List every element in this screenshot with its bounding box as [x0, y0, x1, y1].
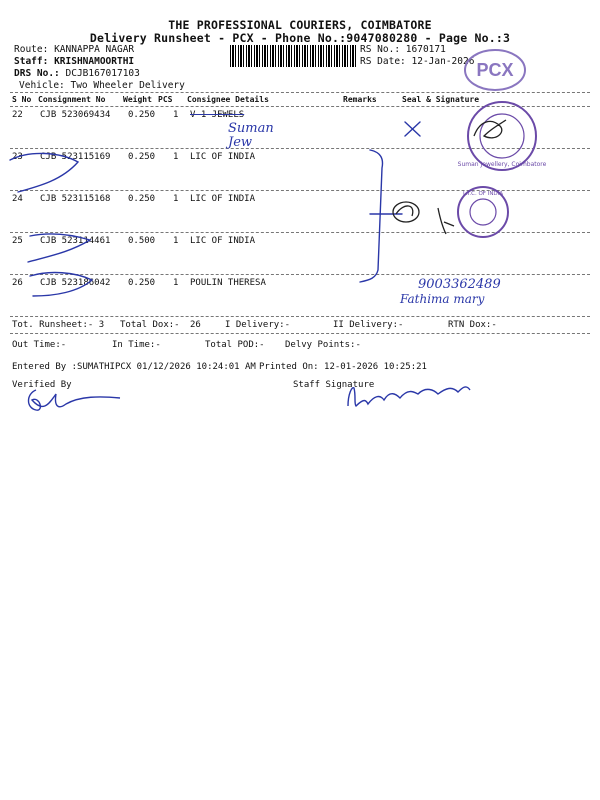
col-consignment: Consignment No: [38, 95, 106, 104]
row-26-scribble: [30, 273, 92, 296]
rs-date-value: 12-Jan-2026: [411, 56, 475, 67]
verified-by: Verified By: [12, 380, 72, 390]
row-25-sno: 25: [12, 236, 23, 246]
tot-runsheet: Tot. Runsheet:- 3: [12, 320, 105, 330]
in-time: In Time:-: [112, 340, 161, 350]
runsheet-subtitle: Delivery Runsheet - PCX - Phone No.:9047080280 - Page No.:3: [89, 31, 511, 45]
route-value: KANNAPPA NAGAR: [54, 44, 135, 55]
row-24-weight: 0.250: [128, 194, 156, 204]
rs-date-label: RS Date:: [360, 56, 406, 67]
company-name: THE PROFESSIONAL COURIERS, COIMBATORE: [168, 18, 432, 32]
row-25-scribble: [28, 234, 90, 262]
row-26-pcs: 1: [173, 278, 179, 288]
staff-value: KRISHNAMOORTHI: [54, 56, 135, 67]
staff-signature-label: Staff Signature: [293, 380, 375, 390]
entered-by: Entered By :SUMATHIPCX 01/12/2026 10:24:01 AM: [12, 362, 256, 372]
row-24-pcs: 1: [173, 194, 179, 204]
pcx-stamp-text: PCX: [476, 60, 514, 80]
row-25-consignment: CJB 523114461: [40, 236, 111, 246]
vehicle-line: Vehicle: Two Wheeler Delivery: [19, 80, 185, 91]
route-label: Route:: [14, 44, 49, 55]
lic-seal: [455, 184, 511, 240]
row-26-consignee: POULIN THERESA: [190, 278, 266, 288]
suman-seal-text: Suman Jewellery, Coimbatore: [457, 161, 547, 168]
col-sno: S No: [12, 95, 32, 104]
out-time: Out Time:-: [12, 340, 67, 350]
row-23-pcs: 1: [173, 152, 179, 162]
row-22-pcs: 1: [173, 110, 179, 120]
total-pod: Total POD:-: [205, 340, 265, 350]
row-22-consignment: CJB 523069434: [40, 110, 111, 120]
rs-no-value: 1670171: [405, 44, 446, 55]
i-delivery: I Delivery:-: [225, 320, 291, 330]
row-23-consignment: CJB 523115169: [40, 152, 111, 162]
rtn-dox: RTN Dox:-: [448, 320, 497, 330]
row-23-consignee: LIC OF INDIA: [190, 152, 256, 162]
printed-on: Printed On: 12-01-2026 10:25:21: [259, 362, 427, 372]
rs-no-label: RS No.:: [360, 44, 401, 55]
drs-value: DCJB167017103: [65, 68, 140, 79]
row-25-pcs: 1: [173, 236, 179, 246]
lic-signature: [388, 196, 458, 240]
row-23-sno: 23: [12, 152, 23, 162]
row-23-scribble: [10, 153, 78, 192]
row-22-handwritten-name: Suman Jew: [228, 121, 274, 150]
lic-seal-text: L.I.C. OF INDIA: [462, 191, 504, 197]
row-22-cross-mark: [405, 122, 420, 136]
row-26-handwritten-phone: 9003362489: [418, 277, 501, 292]
row-25-weight: 0.500: [128, 236, 156, 246]
col-pcs: PCS: [158, 95, 173, 104]
col-seal: Seal & Signature: [402, 95, 480, 104]
delivery-bracket: [360, 150, 383, 282]
row-22-weight: 0.250: [128, 110, 156, 120]
row-24-sno: 24: [12, 194, 23, 204]
row-26-consignment: CJB 523186042: [40, 278, 111, 288]
col-weight: Weight: [123, 95, 152, 104]
row-24-consignee: LIC OF INDIA: [190, 194, 256, 204]
staff-signature: [344, 376, 484, 416]
row-24-consignment: CJB 523115168: [40, 194, 111, 204]
row-25-consignee: LIC OF INDIA: [190, 236, 256, 246]
staff-label: Staff:: [14, 56, 49, 67]
row-22-sno: 22: [12, 110, 23, 120]
drs-label: DRS No.:: [14, 68, 60, 79]
row-26-weight: 0.250: [128, 278, 156, 288]
total-dox-label: Total Dox:-: [120, 320, 180, 330]
col-consignee: Consignee Details: [187, 95, 269, 104]
row-26-handwritten-name: Fathima mary: [400, 292, 485, 306]
verified-signature: [20, 384, 130, 424]
total-dox-value: 26: [190, 320, 201, 330]
col-remarks: Remarks: [343, 95, 377, 104]
ii-delivery: II Delivery:-: [333, 320, 404, 330]
delvy-points: Delvy Points:-: [285, 340, 361, 350]
row-23-weight: 0.250: [128, 152, 156, 162]
row-22-signature: [470, 114, 510, 144]
row-26-sno: 26: [12, 278, 23, 288]
row-22-consignee: V 1 JEWELS: [190, 110, 245, 120]
